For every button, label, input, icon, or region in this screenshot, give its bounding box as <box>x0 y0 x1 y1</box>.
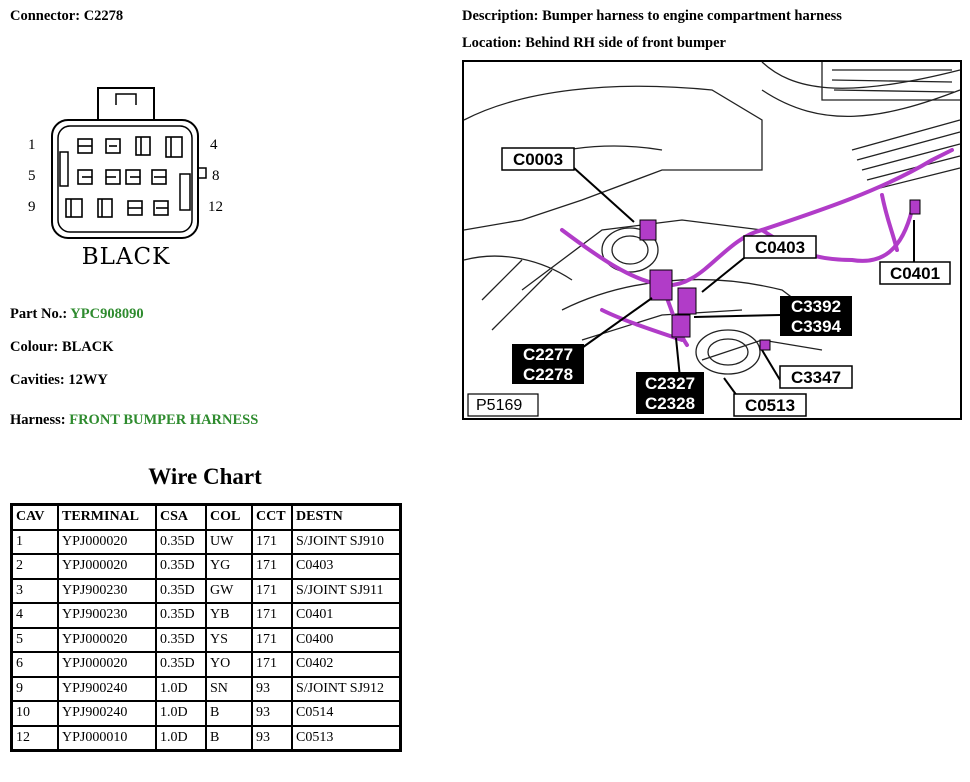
cav-cell: 5 <box>12 628 59 653</box>
connector-face-diagram <box>20 80 235 275</box>
destn-cell: C0400 <box>292 628 401 653</box>
callout-c2278: C2278 <box>522 365 574 384</box>
col-cell: YO <box>206 652 252 677</box>
cav-cell: 3 <box>12 579 59 604</box>
cct-cell: 93 <box>252 701 292 726</box>
description-value: Bumper harness to engine compartment harness <box>542 8 842 24</box>
terminal-cell: YPJ000020 <box>58 628 156 653</box>
col-cell: UW <box>206 530 252 555</box>
col-cell: YS <box>206 628 252 653</box>
csa-cell: 0.35D <box>156 628 206 653</box>
destn-cell: C0403 <box>292 554 401 579</box>
table-row <box>12 652 401 677</box>
destn-cell: C0514 <box>292 701 401 726</box>
cct-cell: 171 <box>252 530 292 555</box>
cct-cell: 93 <box>252 677 292 702</box>
column-header: CCT <box>252 505 292 530</box>
cavities-line <box>10 372 108 389</box>
connector-value: C2278 <box>83 8 124 24</box>
destn-cell: S/JOINT SJ912 <box>292 677 401 702</box>
terminal-cell: YPJ900240 <box>58 677 156 702</box>
cct-cell: 171 <box>252 628 292 653</box>
cct-cell: 93 <box>252 726 292 751</box>
connector-label: Connector: <box>10 8 81 24</box>
terminal-cell: YPJ000010 <box>58 726 156 751</box>
column-header: CSA <box>156 505 206 530</box>
col-cell: B <box>206 726 252 751</box>
location-line <box>462 35 726 52</box>
cav-cell: 6 <box>12 652 59 677</box>
column-header: TERMINAL <box>58 505 156 530</box>
table-row <box>12 530 401 555</box>
cct-cell: 171 <box>252 652 292 677</box>
pin-label-12: 12 <box>208 199 223 215</box>
terminal-cell: YPJ000020 <box>58 652 156 677</box>
csa-cell: 0.35D <box>156 579 206 604</box>
description-label: Description: <box>462 8 539 24</box>
csa-cell: 0.35D <box>156 652 206 677</box>
cct-cell: 171 <box>252 554 292 579</box>
csa-cell: 1.0D <box>156 726 206 751</box>
table-row <box>12 677 401 702</box>
cavities-label: Cavities: <box>10 372 65 388</box>
table-row <box>12 701 401 726</box>
cct-cell: 171 <box>252 579 292 604</box>
part-no-value: YPC908090 <box>70 306 144 322</box>
cav-cell: 10 <box>12 701 59 726</box>
table-row <box>12 726 401 751</box>
callout-c2328: C2328 <box>644 394 696 413</box>
harness-value: FRONT BUMPER HARNESS <box>69 412 259 428</box>
terminal-cell: YPJ900230 <box>58 579 156 604</box>
connector-line <box>10 8 123 25</box>
location-illustration <box>462 60 962 420</box>
destn-cell: S/JOINT SJ910 <box>292 530 401 555</box>
destn-cell: C0401 <box>292 603 401 628</box>
connector-colour-text: BLACK <box>81 244 171 270</box>
harness-line <box>10 412 258 429</box>
cav-cell: 1 <box>12 530 59 555</box>
colour-line <box>10 339 114 356</box>
destn-cell: S/JOINT SJ911 <box>292 579 401 604</box>
callout-c3347: C3347 <box>790 368 842 387</box>
pin-label-1: 1 <box>28 137 36 153</box>
csa-cell: 0.35D <box>156 603 206 628</box>
table-row <box>12 628 401 653</box>
cav-cell: 4 <box>12 603 59 628</box>
csa-cell: 0.35D <box>156 554 206 579</box>
column-header: COL <box>206 505 252 530</box>
wire-chart-table <box>10 503 402 752</box>
csa-cell: 1.0D <box>156 701 206 726</box>
colour-label: Colour: <box>10 339 59 355</box>
terminal-cell: YPJ900240 <box>58 701 156 726</box>
col-cell: YB <box>206 603 252 628</box>
harness-label: Harness: <box>10 412 66 428</box>
table-row <box>12 579 401 604</box>
pin-label-8: 8 <box>212 168 220 184</box>
figure-id: P5169 <box>476 397 523 414</box>
part-no-line <box>10 306 144 323</box>
callout-c3394: C3394 <box>790 317 842 336</box>
cavities-value: 12WY <box>68 372 108 388</box>
part-no-label: Part No.: <box>10 306 68 322</box>
table-header-row <box>12 505 401 530</box>
callout-c0401: C0401 <box>889 264 941 283</box>
terminal-cell: YPJ000020 <box>58 554 156 579</box>
col-cell: B <box>206 701 252 726</box>
column-header: CAV <box>12 505 59 530</box>
csa-cell: 1.0D <box>156 677 206 702</box>
callout-c0403: C0403 <box>754 238 806 257</box>
col-cell: SN <box>206 677 252 702</box>
location-label: Location: <box>462 35 522 51</box>
callout-c0513: C0513 <box>744 396 796 415</box>
cav-cell: 2 <box>12 554 59 579</box>
pin-label-9: 9 <box>28 199 36 215</box>
wire-chart-title: Wire Chart <box>148 464 262 489</box>
csa-cell: 0.35D <box>156 530 206 555</box>
destn-cell: C0402 <box>292 652 401 677</box>
callout-c2327: C2327 <box>644 374 696 393</box>
cav-cell: 12 <box>12 726 59 751</box>
table-row <box>12 603 401 628</box>
callout-c2277: C2277 <box>522 345 574 364</box>
table-row <box>12 554 401 579</box>
pin-label-4: 4 <box>210 137 218 153</box>
terminal-cell: YPJ900230 <box>58 603 156 628</box>
description-line <box>462 8 842 25</box>
colour-value: BLACK <box>61 339 114 355</box>
destn-cell: C0513 <box>292 726 401 751</box>
col-cell: GW <box>206 579 252 604</box>
callout-c3392: C3392 <box>790 297 842 316</box>
pin-label-5: 5 <box>28 168 36 184</box>
terminal-cell: YPJ000020 <box>58 530 156 555</box>
location-value: Behind RH side of front bumper <box>525 35 726 51</box>
column-header: DESTN <box>292 505 401 530</box>
col-cell: YG <box>206 554 252 579</box>
cav-cell: 9 <box>12 677 59 702</box>
cct-cell: 171 <box>252 603 292 628</box>
callout-c0003: C0003 <box>512 150 564 169</box>
